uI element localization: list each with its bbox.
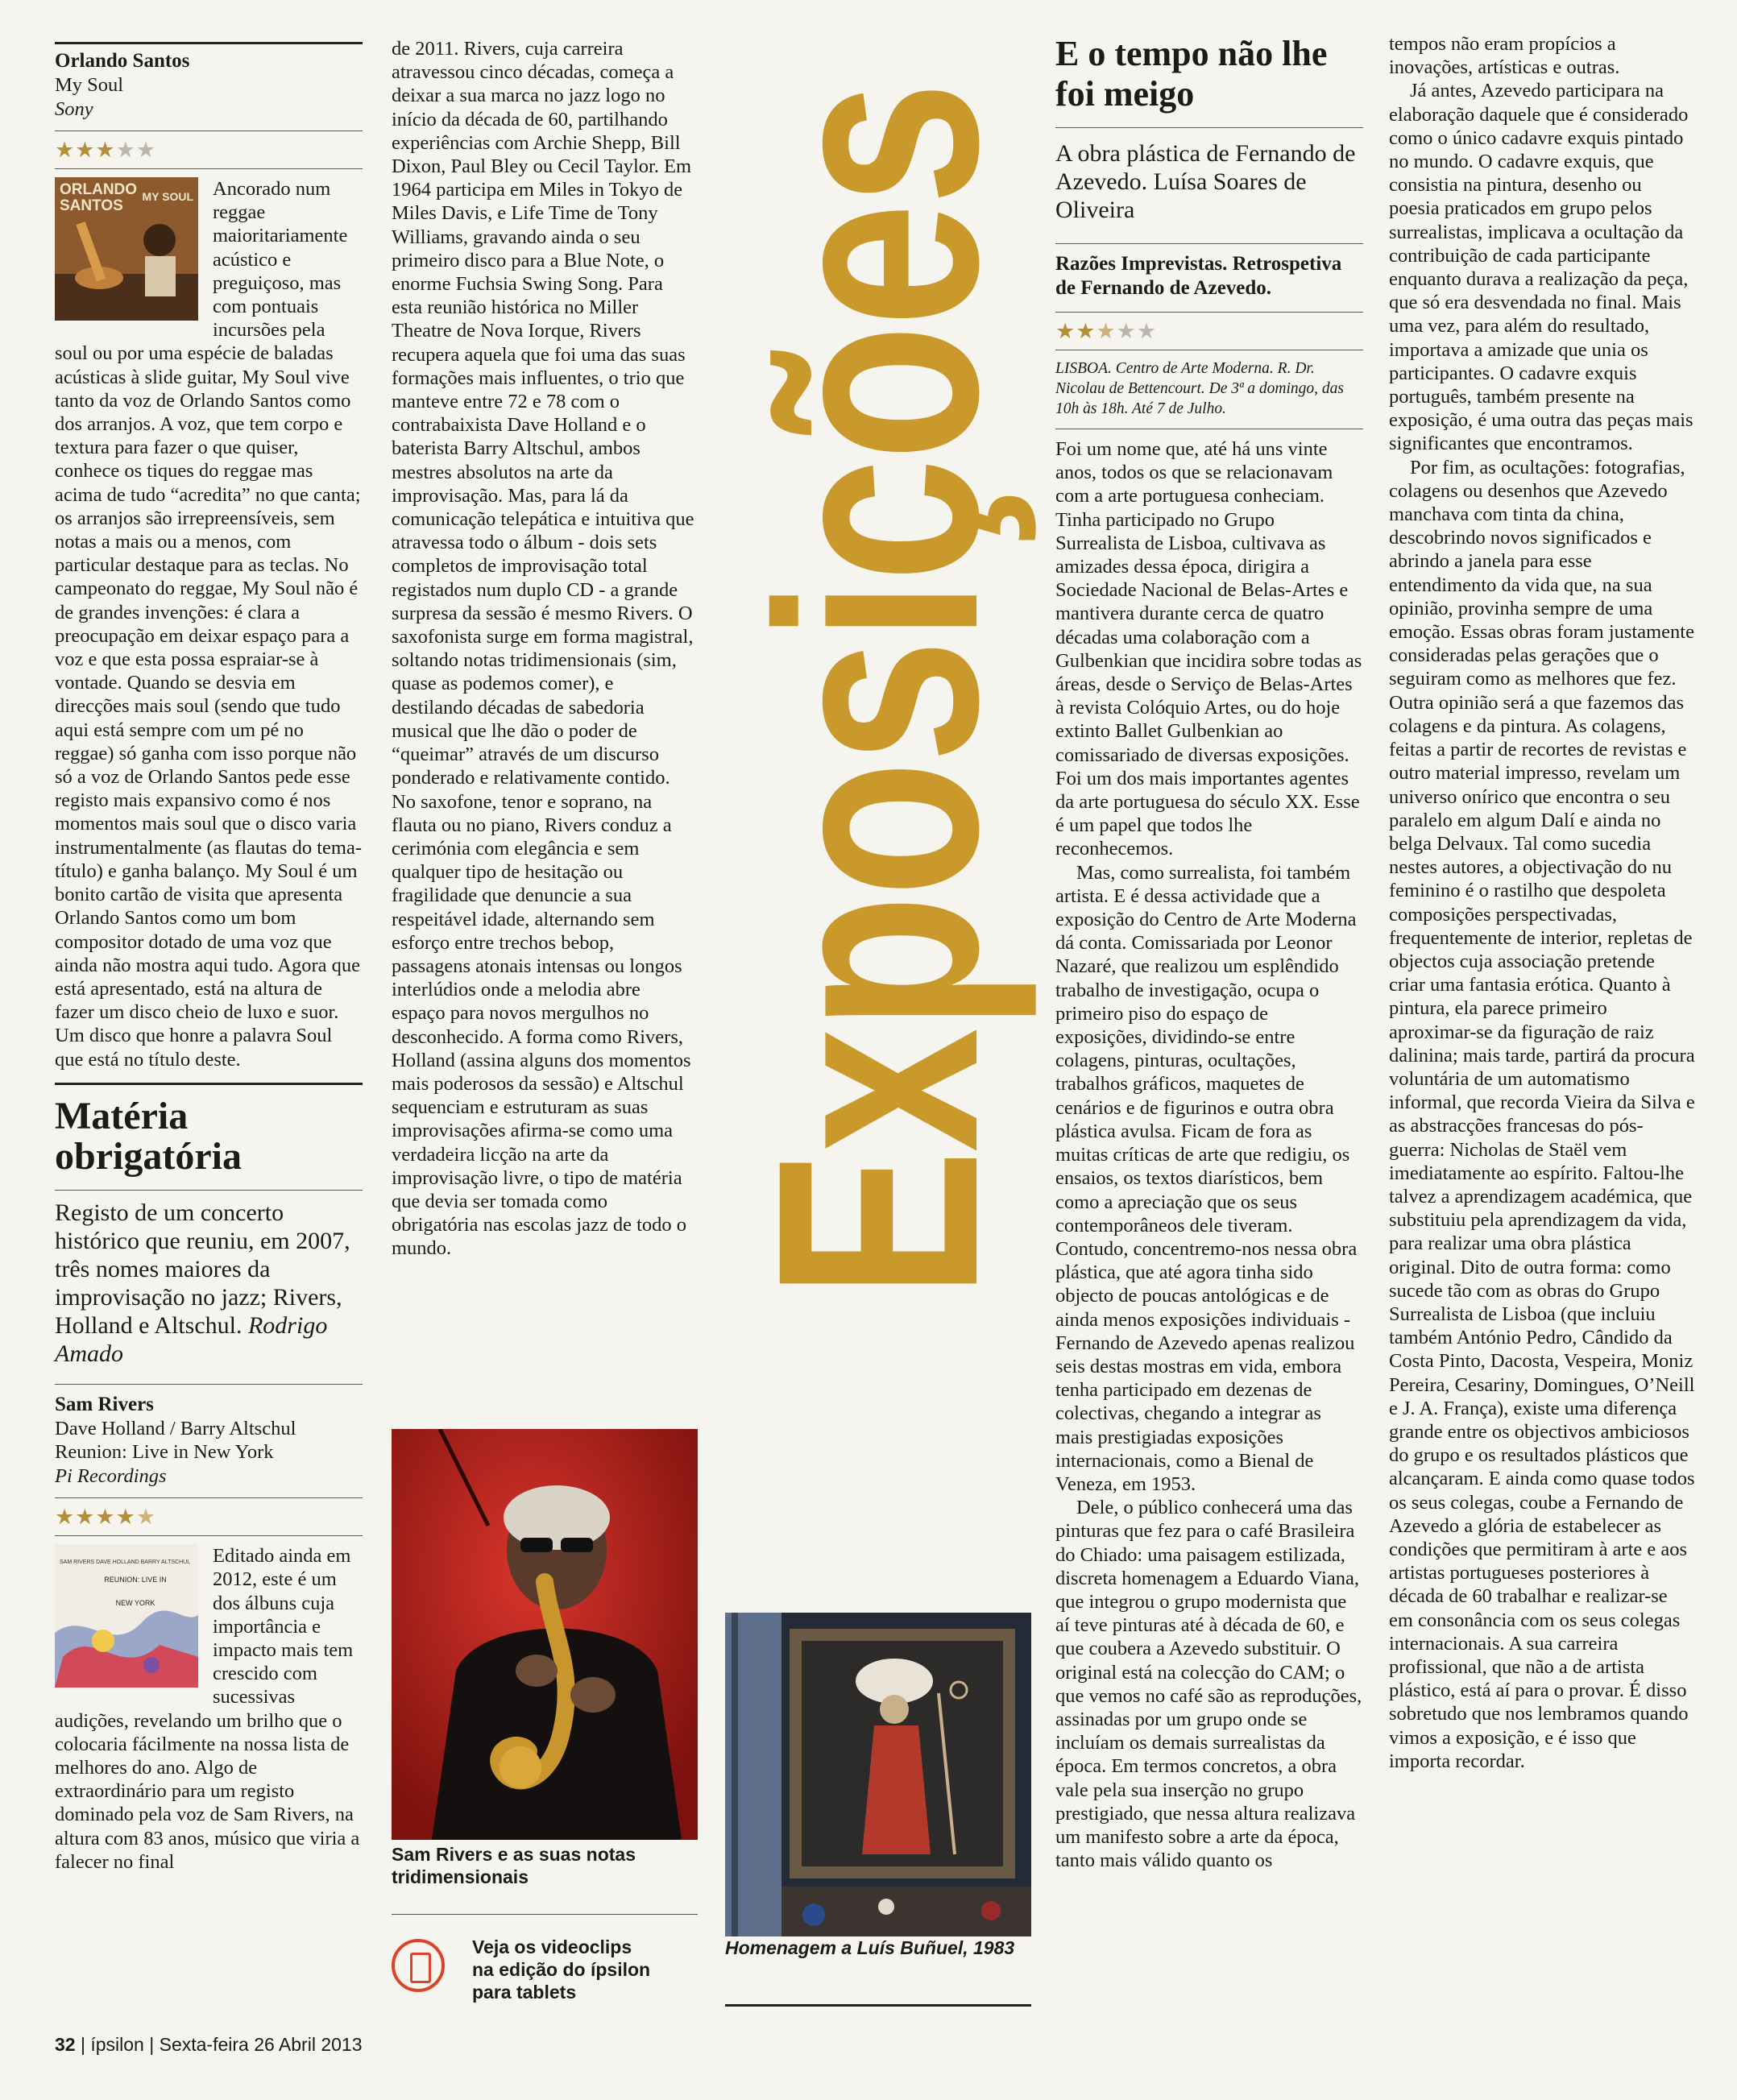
article-body-continued bbox=[1389, 32, 1695, 1773]
tablet-promo-text: Veja os videoclips na edição do ípsilon para tablets bbox=[472, 1936, 651, 2003]
album-cover-reunion bbox=[55, 1544, 198, 1688]
article-headline: E o tempo não lhe foi meigo bbox=[1055, 34, 1328, 114]
article-body bbox=[1055, 437, 1363, 1872]
star-rating bbox=[55, 138, 363, 162]
page-footer bbox=[55, 2034, 363, 2056]
album-cover-subtitle: MY SOUL bbox=[142, 190, 193, 203]
divider bbox=[55, 1384, 363, 1385]
painting-image bbox=[725, 1613, 1031, 1936]
exhibition-title: Razões Imprevistas. Retrospetiva de Fernando de Azevedo. bbox=[1055, 253, 1342, 299]
article-dek bbox=[1055, 139, 1363, 224]
divider bbox=[1055, 243, 1363, 244]
album-cover-title: REUNION: LIVE IN NEW YORK bbox=[104, 1576, 167, 1608]
painting-caption: Homenagem a Luís Buñuel, 1983 bbox=[725, 1937, 1015, 1958]
article-paragraph: Foi um nome que, até há uns vinte anos, todos os que se relacionavam com a arte portuguesa conheciam. Tinha participado no Grupo Surrealista de Lisboa, cultivava as amizades dessa época, dirigira a Sociedade Nacional de Belas-Artes e mantivera durante cerca de quatro décadas uma colaboração com a Gulbenkian que incidira sobre todas as áreas, desde o Serviço de Belas-Artes à revista Colóquio Artes, ou do hoje extinto Ballet Gulbenkian ao comissariado de diversas exposições. Foi um dos mais importantes agentes da arte portuguesa do século XX. Esse é um papel que todos lhe reconhecemos. bbox=[1055, 438, 1362, 860]
divider bbox=[1055, 312, 1363, 313]
stars-half: ★ bbox=[1096, 319, 1117, 343]
section-title bbox=[715, 14, 1041, 1368]
album-cover-names: SAM RIVERS DAVE HOLLAND BARRY ALTSCHUL bbox=[60, 1559, 191, 1566]
review-body-continued bbox=[392, 37, 698, 1261]
article-paragraph: Dele, o público conhecerá uma das pinturas que fez para o café Brasileira do Chiado: uma paisagem estilizada, discreta homenagem a Eduardo Viana, que integrou o grupo modernista que aí teve pinturas até à década de 60, e que coubera a Azevedo substituir. O original está na colecção do CAM; o que vemos no café são as reproduções, assinadas por um grupo onde se incluíam os demais surrealistas da época. Em termos concretos, a obra vale pela sua inserção no grupo prestigiado, que nessa altura realizava um manifesto sobre a arte da época, tanto mais válido quanto os bbox=[1055, 1497, 1362, 1872]
review-label: Sony bbox=[55, 97, 93, 120]
star-rating bbox=[55, 1505, 363, 1529]
review-text: Editado ainda em 2012, este é um dos álbuns cuja importância e impacto mais tem crescido com sucessivas audições, revelando um brilho que o colocaria fácilmente na nossa lista de melhores do ano. Algo de extraordinário para um registo dominado pela voz de Sam Rivers, na altura com 83 anos, músico que viria a falecer no final bbox=[55, 1545, 360, 1873]
page-number: 32 bbox=[55, 2034, 76, 2055]
section-title-text: Exposições bbox=[719, 84, 1038, 1299]
publication-date: Sexta-feira 26 Abril 2013 bbox=[159, 2034, 363, 2055]
publication-name: ípsilon bbox=[90, 2034, 144, 2055]
divider bbox=[55, 1190, 363, 1191]
review-body bbox=[55, 1544, 363, 1874]
review-sam-rivers bbox=[55, 1085, 363, 1874]
review-dek bbox=[55, 1199, 363, 1368]
stars-half: ★ bbox=[135, 1505, 157, 1530]
review-headline: Matéria obrigatória bbox=[55, 1094, 242, 1178]
review-artist: Orlando Santos bbox=[55, 50, 190, 72]
article-author: Luísa Soares de Oliveira bbox=[1055, 168, 1307, 223]
article-paragraph: Mas, como surrealista, foi também artista. E é dessa actividade que a exposição do Centro de Arte Moderna dá conta. Comissariada por Leonor Nazaré, que realizou um esplêndido trabalho de investigação, ocupa o primeiro piso do espaço de exposições, dividindo-se entre colagens, pinturas, ocultações, trabalhos gráficos, maquetes de cenários e de figurinos e outra obra plástica avulsa. Ficam de fora as muitas críticas de arte que redigiu, os ensaios, os textos diarísticos, bem como a apreciação que os seus contemporâneos dele tiveram. Contudo, concentremo-nos nessa obra plástica, que até agora tinha sido objecto de poucas antológicas e de ainda menos exposições individuais - Fernando de Azevedo apenas realizou seis destas mostras em vida, embora tenha participado em dezenas de colectivas, chegando a integrar as mais prestigiadas exposições internacionais, como a Bienal de Veneza, em 1953. bbox=[1055, 861, 1358, 1495]
article-paragraph: tempos não eram propícios a inovações, artísticas e outras. bbox=[1389, 33, 1620, 79]
article-paragraph: Por fim, as ocultações: fotografias, colagens ou desenhos que Azevedo manchava com tinta da china, descobrindo novos significados e abrindo a janela para esse entendimento da vida que, na sua opinião, provinha sempre de uma emoção. Essas obras foram justamente consideradas pelas gerações que o seguiram como as melhores que fez. Outra opinião será a que fazemos das colagens e da pintura. As colagens, feitas a partir de recortes de revistas e outro material impresso, revelam um universo onírico que encontra o seu paralelo em algum Dalí e ainda no belga Delvaux. Tal como sucedia nestes autores, a objectivação do nu feminino é o rastilho que despoleta composições perspectivadas, frequentemente de interior, repletas de objectos cuja associação pretende criar uma fantasia erótica. Quanto à pintura, ela parece primeiro aproximar-se da figuração de raiz dalinina; mais tarde, partirá da procura voluntária de um automatismo informal, que recorda Vieira da Silva e as abstracções francesas do pós-guerra: Nicholas de Staël vem imediatamente ao espírito. Faltou-lhe talvez a aprendizagem académica, que substituiu pela aprendizagem da vida, para realizar uma obra plástica original. Dito de outra forma: como sucede tão com as obras do Grupo Surrealista de Lisboa (que incluiu também António Pedro, Cândido da Costa Pinto, Dacosta, Vespeira, Moniz Pereira, Cesariny, Domingues, O’Neill e J. A. França), existe uma diferença grande entre os objectivos ambiciosos do grupo e os resultados plásticos que alcançaram. E ainda como quase todos os seus colegas, coube a Fernando de Azevedo a glória de estabelecer as condições que permitiram à arte e aos artistas portugueses posteriores à década de 60 trabalhar e realizar-se em consonância com os seus colegas internacionais. A sua carreira profissional, que não a de artista plástico, está aí para o provar. É disso sobretudo que nos lembramos quando vimos a exposição, e é isso que importa recordar. bbox=[1389, 456, 1695, 1772]
footer-separator: | bbox=[149, 2034, 155, 2055]
column-1 bbox=[55, 42, 363, 1874]
divider bbox=[55, 1535, 363, 1536]
stars-empty: ★★ bbox=[115, 138, 157, 162]
exhibition-info: LISBOA. Centro de Arte Moderna. R. Dr. Nicolau de Bettencourt. De 3ª a domingo, das 10h às 18h. Até 7 de Julho. bbox=[1055, 360, 1344, 417]
review-author: Rodrigo Amado bbox=[55, 1311, 328, 1367]
review-orlando-santos bbox=[55, 44, 363, 1071]
review-album: My Soul bbox=[55, 74, 124, 96]
photo-sam-rivers bbox=[392, 1429, 698, 1840]
stars-filled: ★★★ bbox=[55, 138, 116, 162]
review-album: Reunion: Live in New York bbox=[55, 1441, 274, 1464]
column-4 bbox=[1055, 34, 1363, 1872]
review-text: Ancorado num reggae maioritariamente acústico e preguiçoso, mas com pontuais incursões pela soul ou por uma espécie de baladas acústicas à slide guitar, My Soul vive tanto da voz de Orlando Santos como dos arranjos. A voz, que tem corpo e textura para fazer o que quiser, conhece os tiques do reggae mas acima de tudo “acredita” no que canta; os arranjos são irrepreensíveis, sem notas a mais ou a menos, com particular destaque para as teclas. No campeonato do reggae, My Soul não é de grandes invenções: é clara a preocupação em deixar espaço para a voz e que esta possa espraiar-se à vontade. Quando se desvia em direcções mais soul (sendo que tudo aqui está sempre com um pé no reggae) só ganha com isso porque não só a voz de Orlando Santos pede esse registo mais expansivo como é nos momentos mais soul que o disco varia instrumentalmente (as flautas do tema-título) e ganha balanço. My Soul é um bonito cartão de visita que apresenta Orlando Santos como um bom compositor dotado de uma voz que ainda não mostra aqui tudo. Agora que está apresentado, está na altura de fazer um disco cheio de luxo e suor. Um disco que honre a palavra Soul que está no título deste. bbox=[55, 178, 362, 1071]
article-paragraph: Já antes, Azevedo participara na elaboração daquele que é considerado como o único cadavre exquis pintado no mundo. O cadavre exquis, que consistia na pintura, desenho ou poesia praticados em grupo pelos surrealistas, implicava a ocultação da contribuição de cada participante enquanto durava a realização da peça, que só era desvendada no final. Mais uma vez, para além do resultado, importava a amizade que unia os participantes. O cadavre exquis português, também presente na exposição, é uma outra das peças mais significantes que encontramos. bbox=[1389, 80, 1693, 455]
divider bbox=[725, 2004, 1031, 2007]
review-body bbox=[55, 177, 363, 1071]
review-musicians: Dave Holland / Barry Altschul bbox=[55, 1417, 296, 1439]
painting-homenagem-bunuel bbox=[725, 1613, 1031, 1936]
column-5 bbox=[1389, 32, 1695, 1773]
divider bbox=[55, 168, 363, 169]
stars-empty: ★★ bbox=[1116, 319, 1158, 343]
star-rating bbox=[1055, 319, 1363, 343]
album-cover-title: ORLANDO SANTOS bbox=[60, 181, 138, 214]
divider bbox=[55, 130, 363, 131]
tablet-icon bbox=[392, 1939, 445, 1992]
column-2 bbox=[392, 37, 698, 1261]
review-artist: Sam Rivers bbox=[55, 1393, 154, 1415]
divider bbox=[1055, 127, 1363, 128]
saxophonist-photo bbox=[392, 1429, 698, 1840]
dek-text: A obra plástica de Fernando de Azevedo. bbox=[1055, 140, 1356, 195]
stars-filled: ★★★★ bbox=[55, 1505, 136, 1530]
review-label: Pi Recordings bbox=[55, 1464, 167, 1487]
dek-text: Registo de um concerto histórico que reuniu, em 2007, três nomes maiores da improvisação no jazz; Rivers, Holland e Altschul. bbox=[55, 1199, 350, 1339]
footer-separator: | bbox=[80, 2034, 85, 2055]
review-text: de 2011. Rivers, cuja carreira atravessou cinco décadas, começa a deixar a sua marca no jazz logo no início da década de 60, partilhando experiências com Archie Shepp, Bill Dixon, Paul Bley ou Cecil Taylor. Em 1964 participa em Miles in Tokyo de Miles Davis, e Life Time de Tony Williams, gravando ainda o seu primeiro disco para a Blue Note, o enorme Fuchsia Swing Song. Para esta reunião histórica no Miller Theatre de Nova Iorque, Rivers recupera aquela que foi uma das suas formações mais influentes, o trio que manteve entre 72 e 78 com o contrabaixista Dave Holland e o baterista Barry Altschul, ambos mestres absolutos na arte da improvisação. Mas, para lá da comunicação telepática e intuitiva que atravessa todo o álbum - dois sets completos de improvisação total registados num duplo CD - a grande surpresa da sessão é mesmo Rivers. O saxofonista surge em forma magistral, soltando notas tridimensionais (sim, quase as podemos comer), e destilando décadas de sabedoria musical que lhe dão o poder de “queimar” através de um discurso ponderado e relativamente contido. No saxofone, tenor e soprano, na flauta ou no piano, Rivers conduz a cerimónia com elegância e sem qualquer tipo de hesitação ou fragilidade que denuncie a sua respeitável idade, alternando sem esforço entre trechos bebop, passagens atonais intensas ou longos interlúdios onde a melodia abre espaço para novos mergulhos no desconhecido. A forma como Rivers, Holland (assina alguns dos momentos mais poderosos da sessão) e Altschul sequenciam e estruturam as suas improvisações afirma-se como uma verdadeira licção na arte da improvisação livre, o tipo de matéria que devia ser tomada como obrigatória nas escolas jazz de todo o mundo. bbox=[392, 38, 694, 1260]
stars-filled: ★★ bbox=[1055, 319, 1097, 343]
divider bbox=[55, 1497, 363, 1498]
album-cover-my-soul bbox=[55, 177, 198, 321]
photo-caption: Sam Rivers e as suas notas tridimensionais bbox=[392, 1844, 636, 1887]
divider bbox=[392, 1914, 698, 1915]
